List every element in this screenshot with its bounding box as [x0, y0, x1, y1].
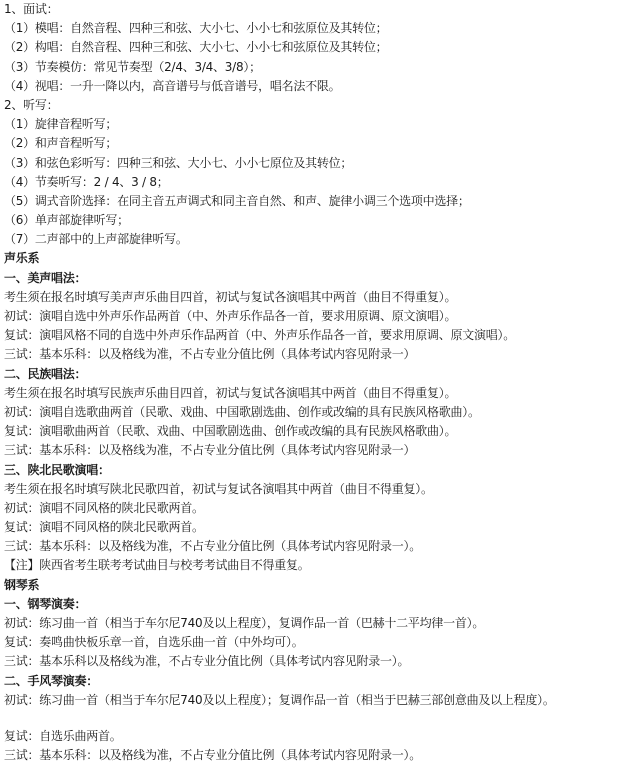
blank-line — [4, 710, 623, 727]
text-line: （1）模唱：自然音程、四种三和弦、大小七、小小七和弦原位及其转位； — [4, 21, 388, 36]
text-line: （3）节奏模仿：常见节奏型（2/4、3/4、3/8）； — [4, 59, 261, 74]
text-line: 考生须在报名时填写美声声乐曲目四首，初试与复试各演唱其中两首（曲目不得重复）。 — [4, 289, 457, 304]
section-heading: 声乐系 — [4, 251, 40, 266]
section-heading: 二、民族唱法： — [4, 366, 87, 381]
text-line: （1）旋律音程听写； — [4, 117, 118, 132]
text-line: 2、听写： — [4, 97, 59, 112]
text-line: 复试：演唱风格不同的自选中外声乐作品两首（中、外声乐作品各一首，要求用原调、原文演唱）。 — [4, 328, 516, 343]
text-line: 初试：练习曲一首（相当于车尔尼740及以上程度）；复调作品一首（相当于巴赫三部创意曲及以上程度）。 — [4, 692, 555, 707]
text-line: 复试：演唱歌曲两首（民歌、戏曲、中国歌剧选曲、创作或改编的具有民族风格歌曲）。 — [4, 424, 457, 439]
text-line: 考生须在报名时填写陕北民歌四首，初试与复试各演唱其中两首（曲目不得重复）。 — [4, 481, 433, 496]
text-line: 三试：基本乐科：以及格线为准，不占专业分值比例（具体考试内容见附录一）。 — [4, 539, 422, 554]
text-line: 三试：基本乐科：以及格线为准，不占专业分值比例（具体考试内容见附录一） — [4, 347, 416, 362]
text-line: （3）和弦色彩听写：四种三和弦、大小七、小小七原位及其转位； — [4, 155, 353, 170]
text-line: 1、面试： — [4, 2, 59, 16]
section-heading: 一、美声唱法： — [4, 270, 87, 285]
text-line: 初试：演唱不同风格的陕北民歌两首。 — [4, 500, 204, 515]
text-line: （4）视唱：一升一降以内，高音谱号与低音谱号，唱名法不限。 — [4, 78, 341, 93]
text-line: 复试：演唱不同风格的陕北民歌两首。 — [4, 520, 204, 535]
text-line: 复试：自选乐曲两首。 — [4, 728, 122, 743]
text-line: 【注】陕西省考生联考考试曲目与校考考试曲目不得重复。 — [4, 558, 310, 573]
text-line: （4）节奏听写：2 / 4、3 / 8； — [4, 174, 169, 189]
text-line: 三试：基本乐科：以及格线为准，不占专业分值比例（具体考试内容见附录一）。 — [4, 748, 422, 763]
text-line: 初试：演唱自选中外声乐作品两首（中、外声乐作品各一首，要求用原调、原文演唱）。 — [4, 309, 457, 323]
text-line: 复试：奏鸣曲快板乐章一首，自选乐曲一首（中外均可）。 — [4, 635, 304, 650]
section-heading: 二、手风琴演奏： — [4, 673, 99, 688]
text-line: 初试：演唱自选歌曲两首（民歌、戏曲、中国歌剧选曲、创作或改编的具有民族风格歌曲）。 — [4, 404, 480, 419]
text-line: （6）单声部旋律听写； — [4, 213, 129, 228]
text-line: （2）构唱：自然音程、四种三和弦、大小七、小小七和弦原位及其转位； — [4, 40, 388, 55]
text-line: 考生须在报名时填写民族声乐曲目四首，初试与复试各演唱其中两首（曲目不得重复）。 — [4, 385, 457, 400]
text-line: 三试：基本乐科以及格线为准，不占专业分值比例（具体考试内容见附录一）。 — [4, 654, 410, 669]
text-line: （7）二声部中的上声部旋律听写。 — [4, 232, 188, 247]
section-heading: 钢琴系 — [4, 577, 40, 592]
section-heading: 一、钢琴演奏： — [4, 596, 87, 611]
section-heading: 三、陕北民歌演唱： — [4, 462, 110, 477]
text-line: （5）调式音阶选择：在同主音五声调式和同主音自然、和声、旋律小调三个选项中选择； — [4, 193, 470, 208]
text-line: 初试：练习曲一首（相当于车尔尼740及以上程度），复调作品一首（巴赫十二平均律一首）。 — [4, 616, 485, 630]
text-line: （2）和声音程听写； — [4, 136, 118, 151]
text-line: 三试：基本乐科：以及格线为准，不占专业分值比例（具体考试内容见附录一） — [4, 443, 416, 458]
